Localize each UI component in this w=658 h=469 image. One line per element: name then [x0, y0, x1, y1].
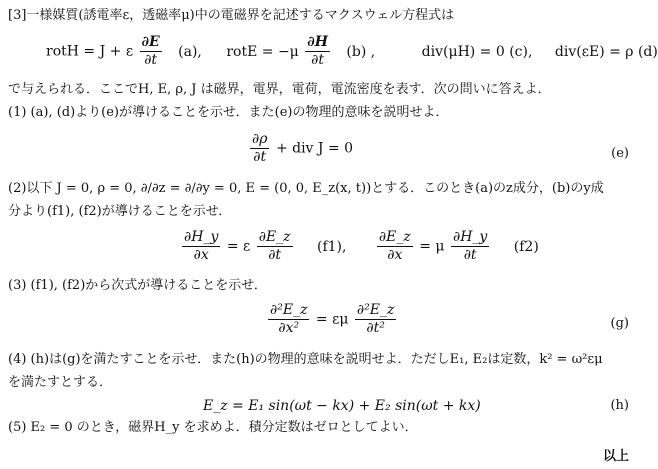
eq-c: div(μH) = 0 (c), [421, 43, 533, 60]
question-3: (3) (f1), (f2)から次式が導けることを示せ． [8, 278, 267, 293]
eq-a-lhs: rotH = J + ε [46, 43, 134, 60]
equation-g [266, 302, 398, 337]
question-4-line-2: を満たすとする． [8, 375, 113, 390]
eq-a-fraction [140, 34, 162, 69]
eq-b-lhs: rotE = −μ [226, 43, 299, 60]
g-numerator: ∂²E_z [270, 302, 308, 318]
question-2-line-1: (2)以下 J = 0, ρ = 0, ∂/∂z = ∂/∂y = 0, E = (0, 0, E_z(x, t))とする．このとき(a)のz成分，(b)のy成 [8, 181, 604, 196]
maxwell-equations [46, 34, 658, 69]
eq-a-label: (a), [178, 43, 202, 60]
f1-left-fraction [182, 229, 220, 264]
f1-right-numerator: ∂E_z [258, 229, 291, 245]
eq-e-numerator: ∂ρ [252, 131, 268, 147]
eq-g-label: (g) [610, 316, 629, 331]
g-right-fraction [355, 302, 396, 337]
eq-b-label: (b) , [346, 43, 376, 60]
g-middle: = εμ [315, 311, 349, 328]
f2-left-fraction [377, 229, 413, 264]
eq-h-label: (h) [610, 398, 629, 413]
eq-a-denominator: ∂t [144, 52, 158, 68]
eq-d: div(εE) = ρ (d) [554, 43, 658, 60]
f1-right-denominator: ∂t [268, 247, 282, 263]
f1-right-fraction [257, 229, 293, 264]
f2-right-fraction [451, 229, 489, 264]
end-mark: 以上 [602, 449, 629, 464]
given-text: で与えられる．ここでH, E, ρ, J は磁界，電界，電荷，電流密度を表す．次の問いに答えよ． [8, 82, 551, 97]
equation-e [248, 131, 353, 166]
intro-text: [3]一様媒質(誘電率ε，透磁率μ)中の電磁界を記述するマクスウェル方程式は [8, 8, 455, 23]
g-left-fraction [268, 302, 309, 337]
f2-right-denominator: ∂t [463, 247, 477, 263]
f1-middle: = ε [226, 238, 251, 255]
equations-f [180, 229, 539, 264]
eq-e-fraction [250, 131, 269, 166]
f2-numerator: ∂E_z [378, 229, 411, 245]
eq-b-fraction [305, 34, 330, 69]
question-5: (5) E₂ = 0 のとき，磁界H_y を求めよ．積分定数はゼロとしてよい． [8, 420, 418, 435]
question-1: (1) (a), (d)より(e)が導けることを示せ．また(e)の物理的意味を説明せよ． [8, 105, 449, 120]
g-right-numerator: ∂²E_z [356, 302, 395, 318]
f2-right-numerator: ∂H_y [452, 229, 488, 245]
equation-h: E_z = E₁ sin(ωt − kx) + E₂ sin(ωt + kx) [203, 398, 481, 414]
question-2-line-2: 分より(f1), (f2)が導けることを示せ． [8, 204, 232, 219]
eq-e-label: (e) [611, 146, 629, 161]
eq-e-denominator: ∂t [253, 149, 267, 165]
g-denominator: ∂x² [278, 320, 300, 336]
question-4-line-1: (4) (h)は(g)を満たすことを示せ．また(h)の物理的意味を説明せよ．ただしE₁, E₂は定数，k² = ω²εμ [8, 352, 603, 367]
f2-middle: = μ [419, 238, 445, 255]
eq-b-numerator: ∂H [307, 34, 328, 50]
eq-e-rest: + div J = 0 [275, 140, 354, 157]
f2-denominator: ∂x [387, 247, 403, 263]
eq-b-denominator: ∂t [311, 52, 325, 68]
f1-denominator: ∂x [193, 247, 209, 263]
eq-a-numerator: ∂E [141, 34, 160, 50]
g-right-denominator: ∂t² [366, 320, 385, 336]
f1-label: (f1), [317, 238, 347, 255]
f2-label: (f2) [513, 238, 539, 255]
f1-numerator: ∂H_y [184, 229, 219, 245]
